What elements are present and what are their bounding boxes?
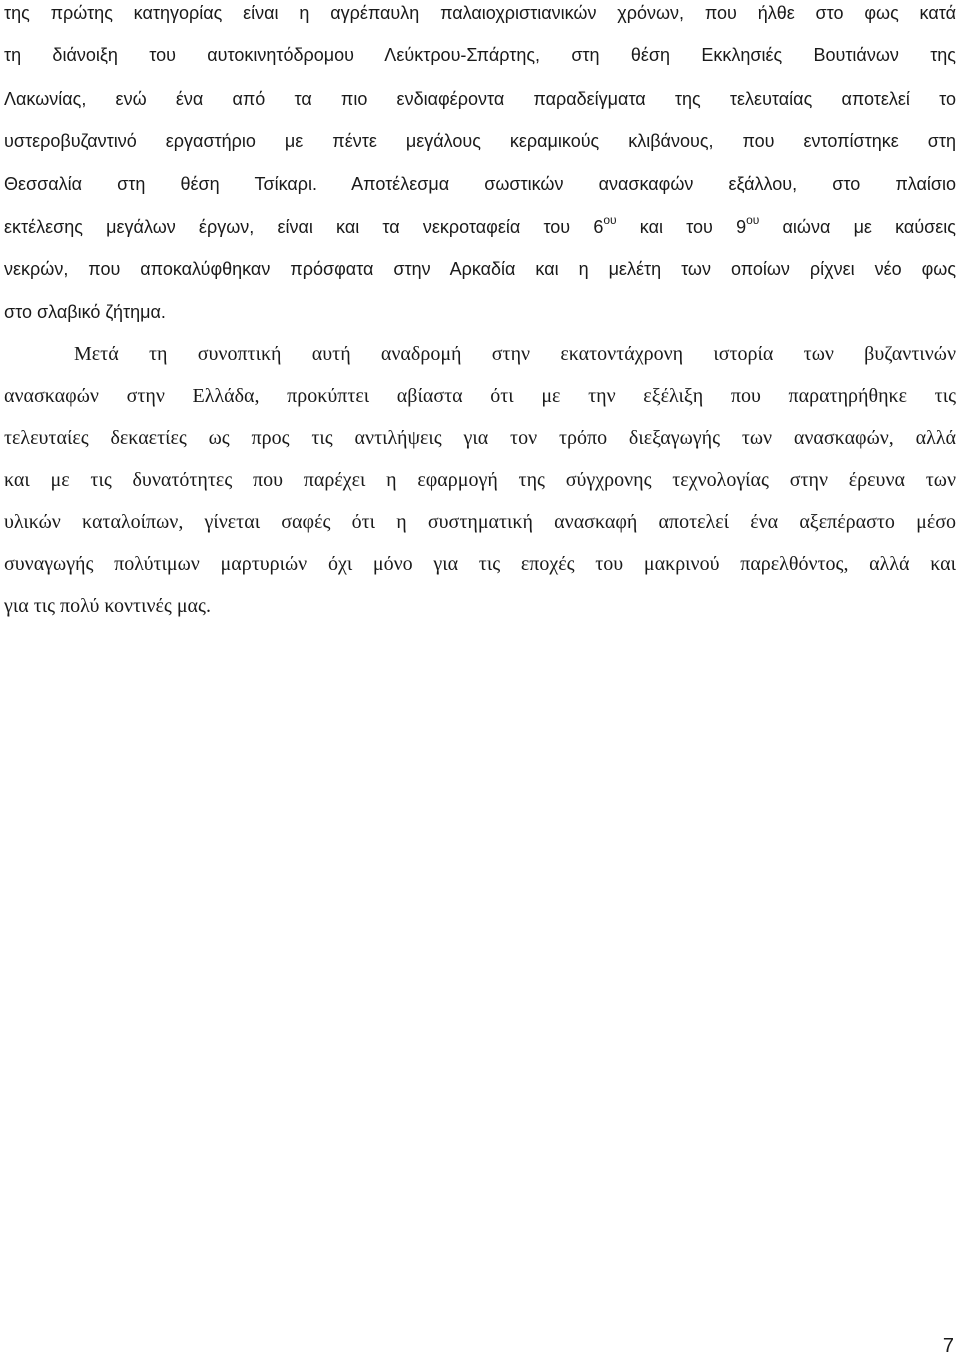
text-line: τη διάνοιξη του αυτοκινητόδρομου Λεύκτρου-Σπάρτης, στη θέση Εκκλησιές Βουτιάνων της bbox=[4, 45, 956, 65]
text-line: Θεσσαλία στη θέση Τσίκαρι. Αποτέλεσμα σωστικών ανασκαφών εξάλλου, στο πλαίσιο bbox=[4, 174, 956, 194]
text-line: τελευταίες δεκαετίες ως προς τις αντιλήψεις για τον τρόπο διεξαγωγής των ανασκαφών, αλλά bbox=[4, 427, 956, 449]
text-segment: εκτέλεσης μεγάλων έργων, είναι και τα νεκροταφεία του 6 bbox=[4, 217, 604, 237]
superscript: ου bbox=[746, 213, 760, 227]
text-line: και με τις δυνατότητες που παρέχει η εφαρμογή της σύγχρονης τεχνολογίας στην έρευνα των bbox=[4, 469, 956, 491]
page-number: 7 bbox=[942, 1335, 954, 1357]
text-line: ανασκαφών στην Ελλάδα, προκύπτει αβίαστα ότι με την εξέλιξη που παρατηρήθηκε τις bbox=[4, 385, 956, 407]
text-line: της πρώτης κατηγορίας είναι η αγρέπαυλη παλαιοχριστιανικών χρόνων, που ήλθε στο φως κατά bbox=[4, 3, 956, 23]
text-segment: αιώνα με καύσεις bbox=[759, 217, 956, 237]
text-line: συναγωγής πολύτιμων μαρτυριών όχι μόνο για τις εποχές του μακρινού παρελθόντος, αλλά και bbox=[4, 553, 956, 575]
text-line: στο σλαβικό ζήτημα. bbox=[4, 302, 166, 322]
text-line: νεκρών, που αποκαλύφθηκαν πρόσφατα στην Αρκαδία και η μελέτη των οποίων ρίχνει νέο φως bbox=[4, 259, 956, 279]
text-segment: και του 9 bbox=[616, 217, 747, 237]
text-line: Μετά τη συνοπτική αυτή αναδρομή στην εκατοντάχρονη ιστορία των βυζαντινών bbox=[74, 343, 956, 365]
superscript: ου bbox=[603, 213, 617, 227]
text-line bbox=[4, 213, 956, 237]
text-line: υστεροβυζαντινό εργαστήριο με πέντε μεγάλους κεραμικούς κλιβάνους, που εντοπίστηκε στη bbox=[4, 131, 956, 151]
text-line: Λακωνίας, ενώ ένα από τα πιο ενδιαφέροντα παραδείγματα της τελευταίας αποτελεί το bbox=[4, 89, 956, 109]
text-line: υλικών καταλοίπων, γίνεται σαφές ότι η συστηματική ανασκαφή αποτελεί ένα αξεπέραστο μέσο bbox=[4, 511, 956, 533]
text-line: για τις πολύ κοντινές μας. bbox=[4, 595, 211, 617]
